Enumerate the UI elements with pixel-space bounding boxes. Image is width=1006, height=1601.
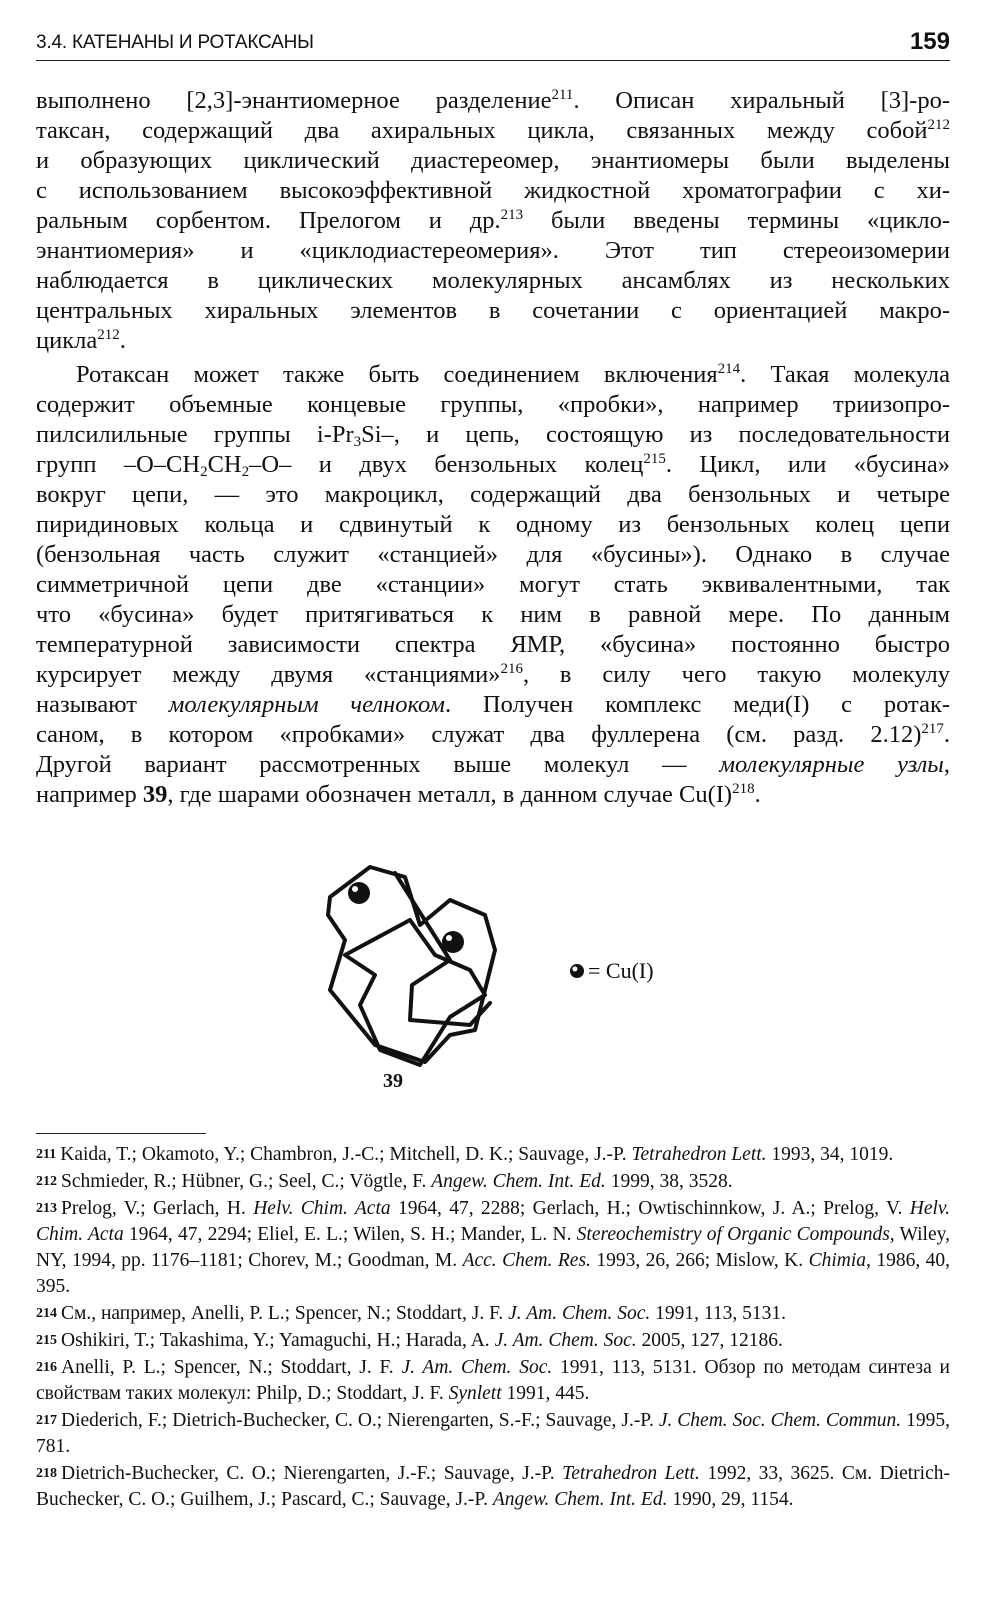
text-line: энантиомерия» и «циклодиастереомерия». Этот тип стереоизомерии bbox=[36, 237, 950, 264]
footnote-ref[interactable]: 217 bbox=[921, 721, 944, 737]
paragraph-2 bbox=[36, 360, 950, 810]
page-number: 159 bbox=[909, 28, 950, 55]
paragraph-1 bbox=[36, 86, 950, 356]
compound-ref: 39 bbox=[142, 781, 168, 808]
running-head: 3.4. КАТЕНАНЫ И РОТАКСАНЫ bbox=[36, 32, 314, 53]
compound-number: 39 bbox=[383, 1070, 403, 1092]
figure-legend bbox=[570, 958, 654, 984]
text-line: Ротаксан может также быть соединением включения$^{214}$. Такая молекула bbox=[76, 361, 950, 388]
text-line: центральных хиральных элементов в сочетании с ориентацией макро- bbox=[36, 297, 950, 324]
footnote-ref[interactable]: 211 bbox=[551, 87, 574, 103]
text-line: групп $-O-CH_2CH_2-O-$ и двух бензольных колец$^{215}$. Цикл, или «бусина» bbox=[36, 451, 951, 480]
text-line: выполнено [2,3]-энантиомерное разделение$^{211}$. Описан хиральный [3]-ро- bbox=[36, 87, 950, 114]
text-line: ральным сорбентом. Прелогом и др.$^{213}$ были введены термины «цикло- bbox=[36, 207, 950, 234]
copper-atom-icon bbox=[348, 882, 370, 904]
footnote: 214 См., например, Anelli, P. L.; Spencer, N.; Stoddart, J. F. J. Am. Chem. Soc. 1991, 113, 5131. bbox=[36, 1303, 787, 1324]
text-line: что «бусина» будет притягиваться к ним в равной мере. По данным bbox=[36, 601, 950, 628]
italic-term: молекулярным челноком bbox=[168, 691, 445, 718]
legend-label: = Cu(I) bbox=[588, 958, 654, 983]
copper-atom-icon bbox=[570, 964, 584, 978]
page-header bbox=[36, 26, 950, 61]
footnote-ref[interactable]: 215 bbox=[643, 451, 666, 467]
text-line: саном, в котором «пробками» служат два фуллерена (см. разд. 2.12)$^{217}$. bbox=[36, 721, 950, 748]
footnote: 216 Anelli, P. L.; Spencer, N.; Stoddart, J. F. J. Am. Chem. Soc. 1991, 113, 5131. Обзор по методам синтеза и свойствам таких молекул: Philp, D.; Stoddart, J. F. Synlett 1991, 445. bbox=[36, 1357, 950, 1404]
text-line: пиридиновых кольца и сдвинутый к одному из бензольных колец цепи bbox=[36, 511, 950, 538]
footnote-ref[interactable]: 218 bbox=[732, 781, 755, 797]
text-line: наблюдается в циклических молекулярных ансамблях из нескольких bbox=[36, 267, 950, 294]
text-line: и образующих циклический диастереомер, энантиомеры были выделены bbox=[36, 147, 950, 174]
body-text bbox=[36, 86, 950, 810]
text-line: симметричной цепи две «станции» могут стать эквивалентными, так bbox=[36, 571, 950, 598]
footnote: 217 Diederich, F.; Dietrich-Buchecker, C. O.; Nierengarten, S.-F.; Sauvage, J.-P. J. Chem. Soc. Chem. Commun. 1995, 781. bbox=[36, 1410, 951, 1457]
text-line: пилсилильные группы $i-Pr_3Si-$, и цепь, состоящую из последовательности bbox=[36, 421, 950, 450]
footnotes bbox=[36, 1142, 950, 1514]
text-line: (бензольная часть служит «станцией» для «бусины»). Однако в случае bbox=[36, 541, 950, 568]
text-line: содержит объемные концевые группы, «пробки», например триизопро- bbox=[36, 391, 950, 418]
text-line: курсирует между двумя «станциями»$^{216}$, в силу чего такую молекулу bbox=[36, 661, 950, 688]
text-line: вокруг цепи, — это макроцикл, содержащий два бензольных и четыре bbox=[36, 481, 950, 508]
text-line: с использованием высокоэффективной жидкостной хроматографии с хи- bbox=[36, 177, 950, 204]
footnote-ref[interactable]: 213 bbox=[500, 207, 524, 223]
footnote-ref[interactable]: 214 bbox=[717, 361, 741, 377]
text-line: цикла$^{212}$. bbox=[36, 327, 126, 354]
italic-term: молекулярные узлы bbox=[719, 751, 944, 778]
text-line: таксан, содержащий два ахиральных цикла, связанных между собой$^{212}$ bbox=[36, 117, 950, 144]
footnote-divider bbox=[36, 1133, 206, 1134]
molecular-knot-diagram bbox=[300, 855, 720, 1105]
text-line: называют молекулярным челноком. Получен комплекс меди(I) с ротак- bbox=[36, 691, 950, 718]
footnote-ref[interactable]: 212 bbox=[97, 327, 120, 343]
footnote: 213 Prelog, V.; Gerlach, H. Helv. Chim. Acta 1964, 47, 2288; Gerlach, H.; Owtischinnkow, J. A.; Prelog, V. Helv. Chim. Acta 1964, 47, 2294; Eliel, E. L.; Wilen, S. H.; Mander, L. N. Stereochemistry of Organic Compounds, Wiley, NY, 1994, pp. 1176–1181; Chorev, M.; Goodman, M. Acc. Chem. Res. 1993, 26, 266; Mislow, K. Chimia, 1986, 40, 395. bbox=[36, 1198, 950, 1297]
footnote-ref[interactable]: 212 bbox=[927, 117, 950, 133]
footnote: 215 Oshikiri, T.; Takashima, Y.; Yamaguchi, H.; Harada, A. J. Am. Chem. Soc. 2005, 127, 12186. bbox=[36, 1330, 783, 1351]
footnote-ref[interactable]: 216 bbox=[500, 661, 523, 677]
text-line: Другой вариант рассмотренных выше молекул — молекулярные узлы, bbox=[36, 751, 950, 778]
text-line: например 39, где шарами обозначен металл, в данном случае $Cu(I)^{218}$. bbox=[36, 781, 761, 808]
copper-atom-icon bbox=[442, 931, 464, 953]
footnote: 211 Kaida, T.; Okamoto, Y.; Chambron, J.-C.; Mitchell, D. K.; Sauvage, J.-P. Tetrahedron Lett. 1993, 34, 1019. bbox=[36, 1144, 894, 1165]
footnote: 212 Schmieder, R.; Hübner, G.; Seel, C.; Vögtle, F. Angew. Chem. Int. Ed. 1999, 38, 3528. bbox=[36, 1171, 733, 1192]
text-line: температурной зависимости спектра ЯМР, «бусина» постоянно быстро bbox=[36, 631, 950, 658]
footnote: 218 Dietrich-Buchecker, C. O.; Nierengarten, J.-F.; Sauvage, J.-P. Tetrahedron Lett. 1992, 33, 3625. См. Dietrich-Buchecker, C. O.; Guilhem, J.; Pascard, C.; Sauvage, J.-P. Angew. Chem. Int. Ed. 1990, 29, 1154. bbox=[36, 1463, 950, 1510]
